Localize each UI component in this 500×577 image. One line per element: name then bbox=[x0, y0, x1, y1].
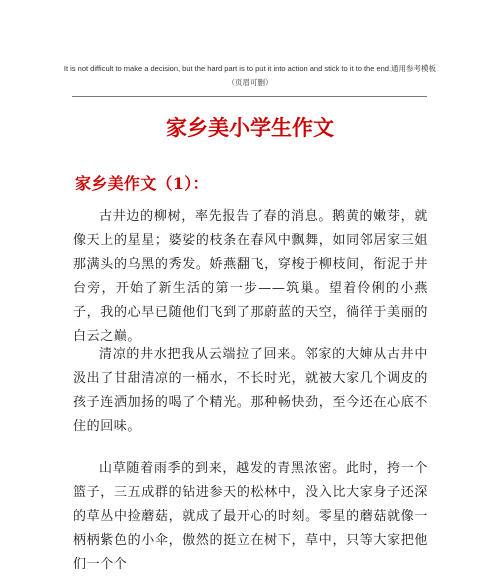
body-paragraph: 山草随着雨季的到来，越发的青黑浓密。此时，挎一个篮子，三五成群的钻进参天的松林中，没入比大家身子还深的草丛中捡蘑菇，就成了最开心的时刻。零星的蘑菇就像一柄柄紫色的小伞，傲然的挺立在树下，草中，只等大家把他们一个个 bbox=[73, 461, 428, 572]
page-header-note: It is not difficult to make a decision, but the hard part is to put it into action and stick to it to the end.通用参考模板（页眉可删） bbox=[63, 64, 437, 87]
header-divider bbox=[72, 96, 427, 97]
body-paragraph: 清凉的井水把我从云端拉了回来。邻家的大婶从古井中汲出了甘甜清凉的一桶水，不长时光，就被大家几个调皮的孩子连洒加扬的喝了个精光。那种畅快劲，至今还在心底不住的回味。 bbox=[73, 347, 428, 434]
document-title: 家乡美小学生作文 bbox=[166, 115, 334, 140]
section-heading: 家乡美作文（1）： bbox=[75, 174, 209, 193]
body-paragraph: 古井边的柳树，率先报告了春的消息。鹅黄的嫩芽，就像天上的星星；婆娑的枝条在春风中飘舞，如同邻居家三姐那满头的乌黑的秀发。娇燕翻飞，穿梭于柳枝间，衔泥于井台旁，开始了新生活的第一步——筑巢。望着伶俐的小燕子，我的心早已随他们飞到了那蔚蓝的天空，徜徉于美丽的白云之巅。 bbox=[73, 209, 428, 344]
